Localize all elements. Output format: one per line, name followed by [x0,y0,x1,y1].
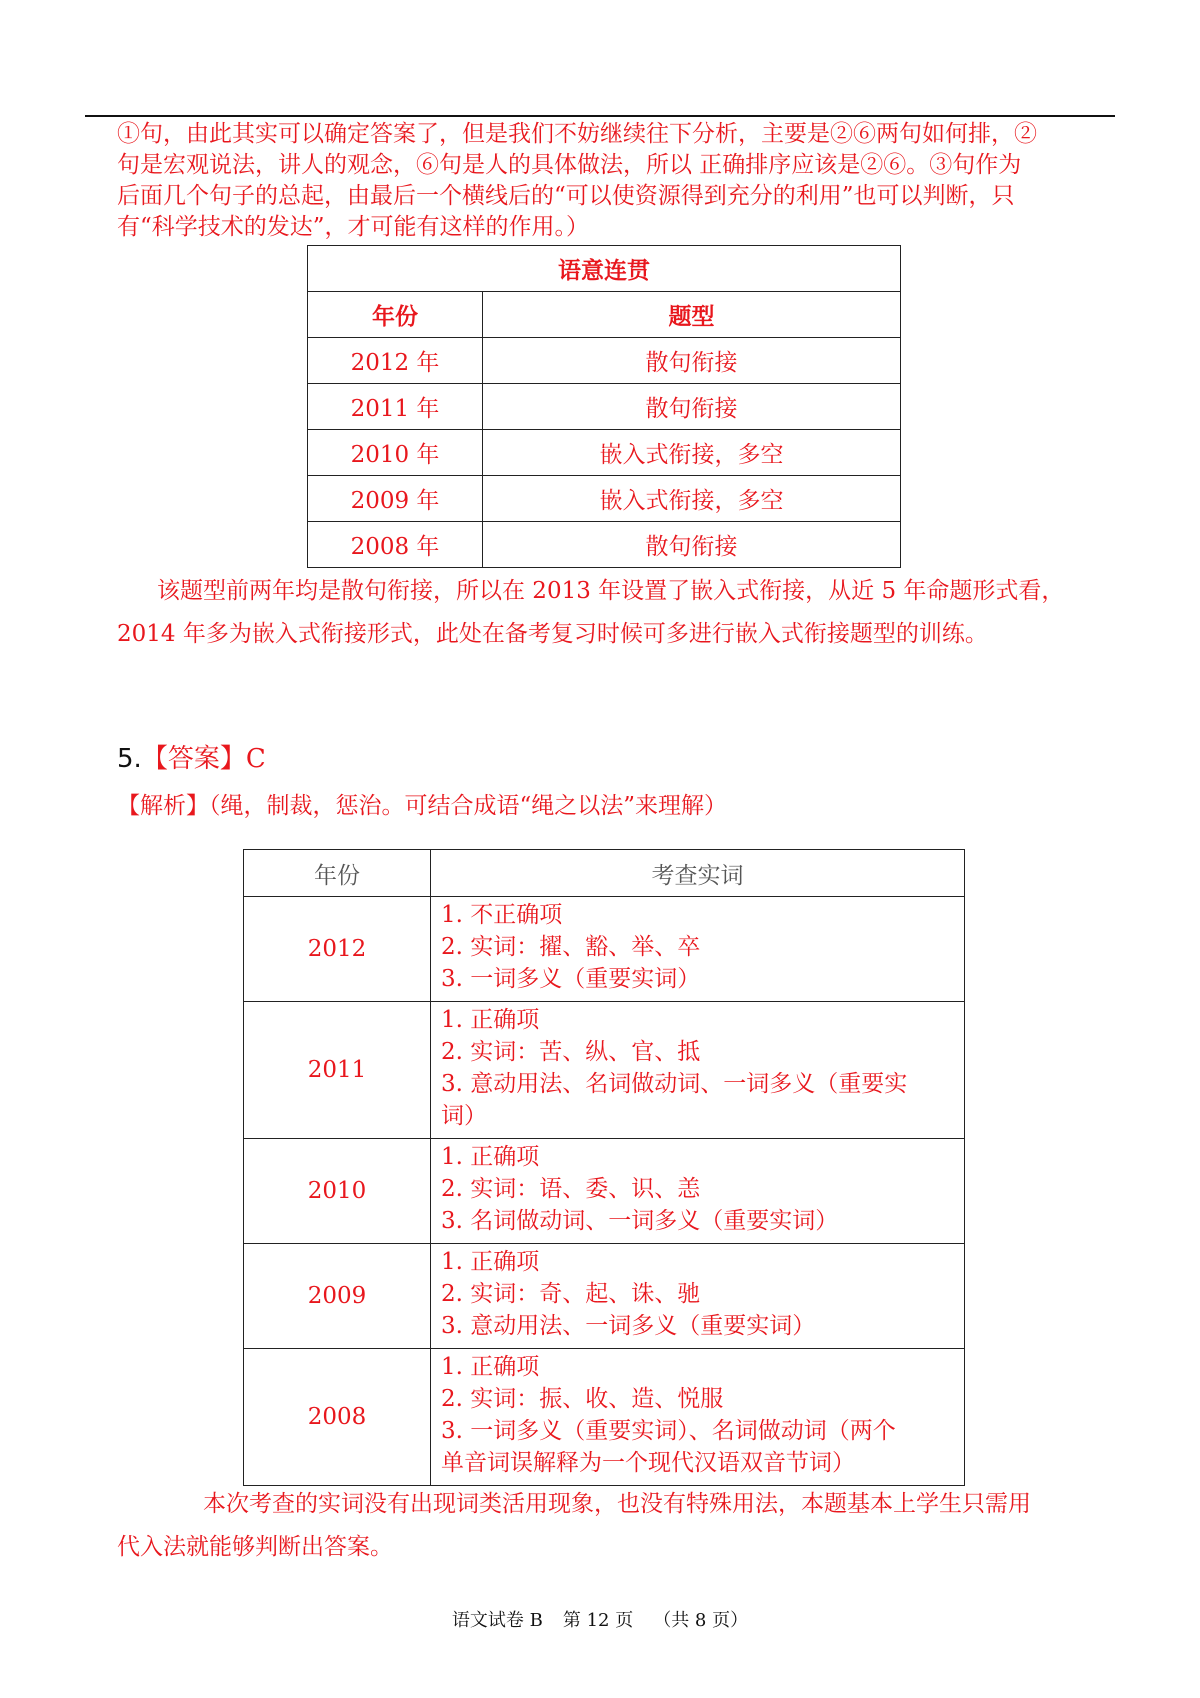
question-number: 5. [117,744,142,774]
words-cell [431,1139,965,1244]
analysis-label: 【解析】 [117,793,209,819]
cell-line: 3. 意动用法、名词做动词、一词多义（重要实 [441,1071,908,1097]
column-header-year: 年份 [244,850,431,897]
table-row [244,897,965,1002]
cell-line: 2. 实词：语、委、识、恙 [441,1176,701,1202]
cell-line: 1. 正确项 [441,1249,540,1275]
text-line: 句是宏观说法，讲人的观念，⑥句是人的具体做法，所以 正确排序应该是②⑥。③句作为 [117,152,1022,178]
year-cell: 2008 [244,1349,431,1486]
type-cell: 嵌入式衔接，多空 [483,476,901,522]
text-line: 有“科学技术的发达”，才可能有这样的作用。） [117,214,590,240]
content-words-table [243,849,965,1486]
year-cell: 2008 年 [308,522,483,568]
year-cell: 2010 年 [308,430,483,476]
cell-line: 1. 正确项 [441,1354,540,1380]
cell-line: 3. 名词做动词、一词多义（重要实词） [441,1208,839,1234]
cell-line: 3. 意动用法、一词多义（重要实词） [441,1313,816,1339]
table-row [308,384,901,430]
column-header-year: 年份 [308,292,483,338]
cell-line: 3. 一词多义（重要实词） [441,966,701,992]
table-row [244,1244,965,1349]
cell-line: 单音词误解释为一个现代汉语双音节词） [441,1450,855,1476]
text-line: 后面几个句子的总起，由最后一个横线后的“可以使资源得到充分的利用”也可以判断，只 [117,183,1015,209]
text-line: 该题型前两年均是散句衔接，所以在 2013 年设置了嵌入式衔接，从近 5 年命题形式看， [157,578,1065,604]
table-row [308,476,901,522]
words-cell [431,1244,965,1349]
year-cell: 2011 年 [308,384,483,430]
cell-line: 2. 实词：擢、豁、举、卒 [441,934,701,960]
text-line: 本次考查的实词没有出现词类活用现象，也没有特殊用法，本题基本上学生只需用 [203,1491,1031,1517]
table-row [308,338,901,384]
cell-line: 1. 正确项 [441,1144,540,1170]
cell-line: 2. 实词：奇、起、诛、驰 [441,1281,701,1307]
coherence-table [307,245,901,568]
intro-paragraph [117,119,1097,243]
table-row [244,1002,965,1139]
footer-total-pages: （共 8 页） [653,1610,749,1631]
page-footer [0,1606,1200,1632]
year-cell: 2012 [244,897,431,1002]
text-line: ①句，由此其实可以确定答案了，但是我们不妨继续往下分析，主要是②⑥两句如何排，② [117,121,1037,147]
answer-value: C [245,744,266,774]
summary-paragraph-1 [117,570,1097,656]
answer-label: 【答案】 [141,744,246,774]
text-line: 2014 年多为嵌入式衔接形式，此处在备考复习时候可多进行嵌入式衔接题型的训练。 [117,621,988,647]
analysis-text: （绳，制裁，惩治。可结合成语“绳之以法”来理解） [209,793,728,819]
column-header-type: 题型 [483,292,901,338]
year-cell: 2009 [244,1244,431,1349]
cell-line: 3. 一词多义（重要实词）、名词做动词（两个 [441,1418,896,1444]
summary-paragraph-2 [117,1483,1097,1569]
text-line: 代入法就能够判断出答案。 [117,1534,393,1560]
year-cell: 2012 年 [308,338,483,384]
cell-line: 词） [441,1103,487,1129]
type-cell: 散句衔接 [483,338,901,384]
words-cell [431,1349,965,1486]
footer-page-number: 第 12 页 [562,1610,634,1631]
words-cell [431,897,965,1002]
column-header-words: 考查实词 [431,850,965,897]
type-cell: 散句衔接 [483,522,901,568]
table-row [308,522,901,568]
header-rule [85,115,1115,117]
year-cell: 2011 [244,1002,431,1139]
table-row [244,1349,965,1486]
cell-line: 1. 正确项 [441,1007,540,1033]
table-title: 语意连贯 [308,246,901,292]
year-cell: 2010 [244,1139,431,1244]
type-cell: 嵌入式衔接，多空 [483,430,901,476]
cell-line: 2. 实词：苦、纵、官、抵 [441,1039,701,1065]
question-5-answer [117,738,266,775]
cell-line: 1. 不正确项 [441,902,563,928]
type-cell: 散句衔接 [483,384,901,430]
table-row [244,1139,965,1244]
words-cell [431,1002,965,1139]
year-cell: 2009 年 [308,476,483,522]
table-row [308,430,901,476]
cell-line: 2. 实词：振、收、造、悦服 [441,1386,724,1412]
analysis-line [117,787,727,820]
footer-paper-name: 语文试卷 B [451,1610,543,1631]
